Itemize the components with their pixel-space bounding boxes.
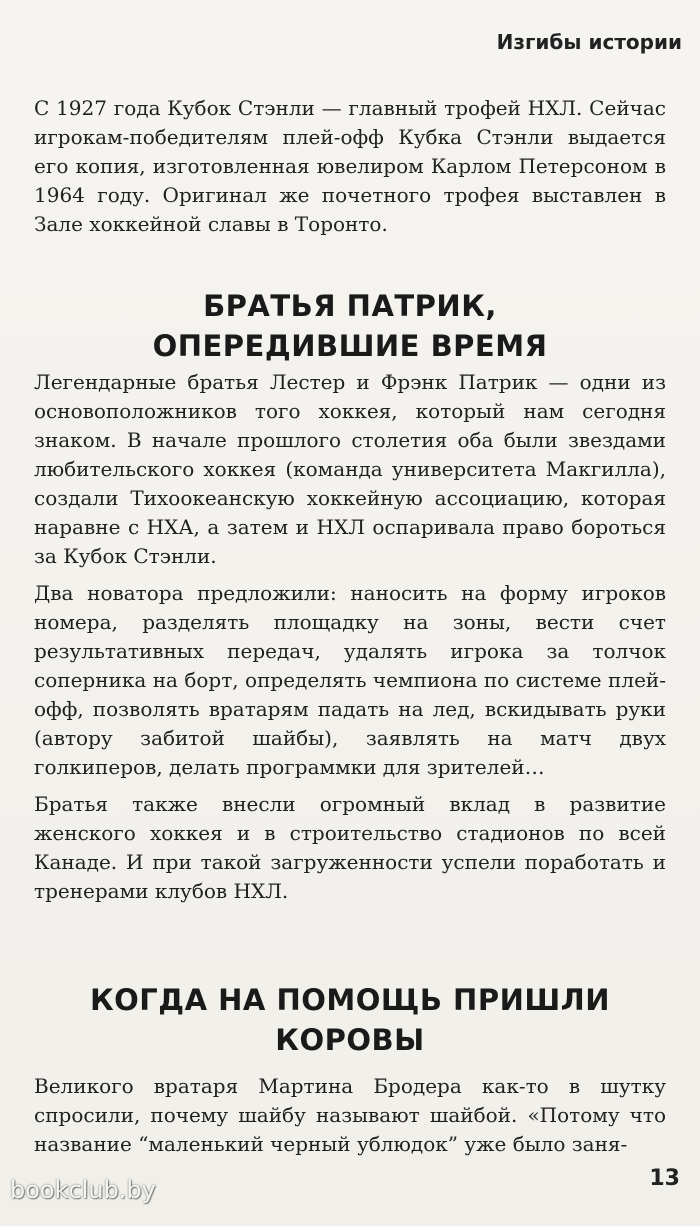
paragraph: Легендарные братья Лестер и Фрэнк Патрик — одни из основоположников того хоккея, который нам сегодня знаком. В начале прошлого столетия оба были звездами любительского хоккея (команда университета Макгилла), создали Тихоокеанскую хоккейную ассоциацию, которая наравне с НХА, а затем и НХЛ оспаривала право бороться за Кубок Стэнли.: [34, 370, 666, 568]
heading-line: КОГДА НА ПОМОЩЬ ПРИШЛИ: [89, 983, 611, 1017]
section-heading-patrick: [34, 286, 666, 366]
watermark-logo: bookclub.by: [10, 1176, 156, 1204]
running-title: Изгибы истории: [496, 30, 682, 54]
heading-line: БРАТЬЯ ПАТРИК,: [203, 289, 497, 323]
intro-text: [34, 94, 666, 247]
cows-section-text: [34, 1072, 666, 1167]
section-heading-cows: [34, 980, 666, 1060]
patrick-section-text: [34, 368, 666, 914]
page-number: 13: [649, 1166, 680, 1191]
paragraph: Братья также внесли огромный вклад в развитие женского хоккея и в строительство стадионов по всей Канаде. И при такой загруженности успели поработать и тренерами клубов НХЛ.: [34, 792, 666, 903]
heading-line: КОРОВЫ: [275, 1023, 425, 1057]
paragraph: Великого вратаря Мартина Бродера как-то в шутку спросили, почему шайбу называют шайбой. «Потому что название “маленький черный ублюдок” уже было заня-: [34, 1074, 666, 1156]
intro-paragraph: С 1927 года Кубок Стэнли — главный трофей НХЛ. Сейчас игрокам-победителям плей-офф Кубка Стэнли выдается его копия, изготовленная ювелиром Карлом Петерсоном в 1964 году. Оригинал же почетного трофея выставлен в Зале хоккейной славы в Торонто.: [34, 96, 666, 236]
paragraph: Два новатора предложили: наносить на форму игроков номера, разделять площадку на зоны, вести счет результативных передач, удалять игрока за толчок соперника на борт, определять чемпиона по системе плей-офф, позволять вратарям падать на лед, вскидывать руки (автору забитой шайбы), заявлять на матч двух голкиперов, делать программки для зрителей…: [34, 581, 666, 779]
heading-line: ОПЕРЕДИВШИЕ ВРЕМЯ: [152, 329, 548, 363]
